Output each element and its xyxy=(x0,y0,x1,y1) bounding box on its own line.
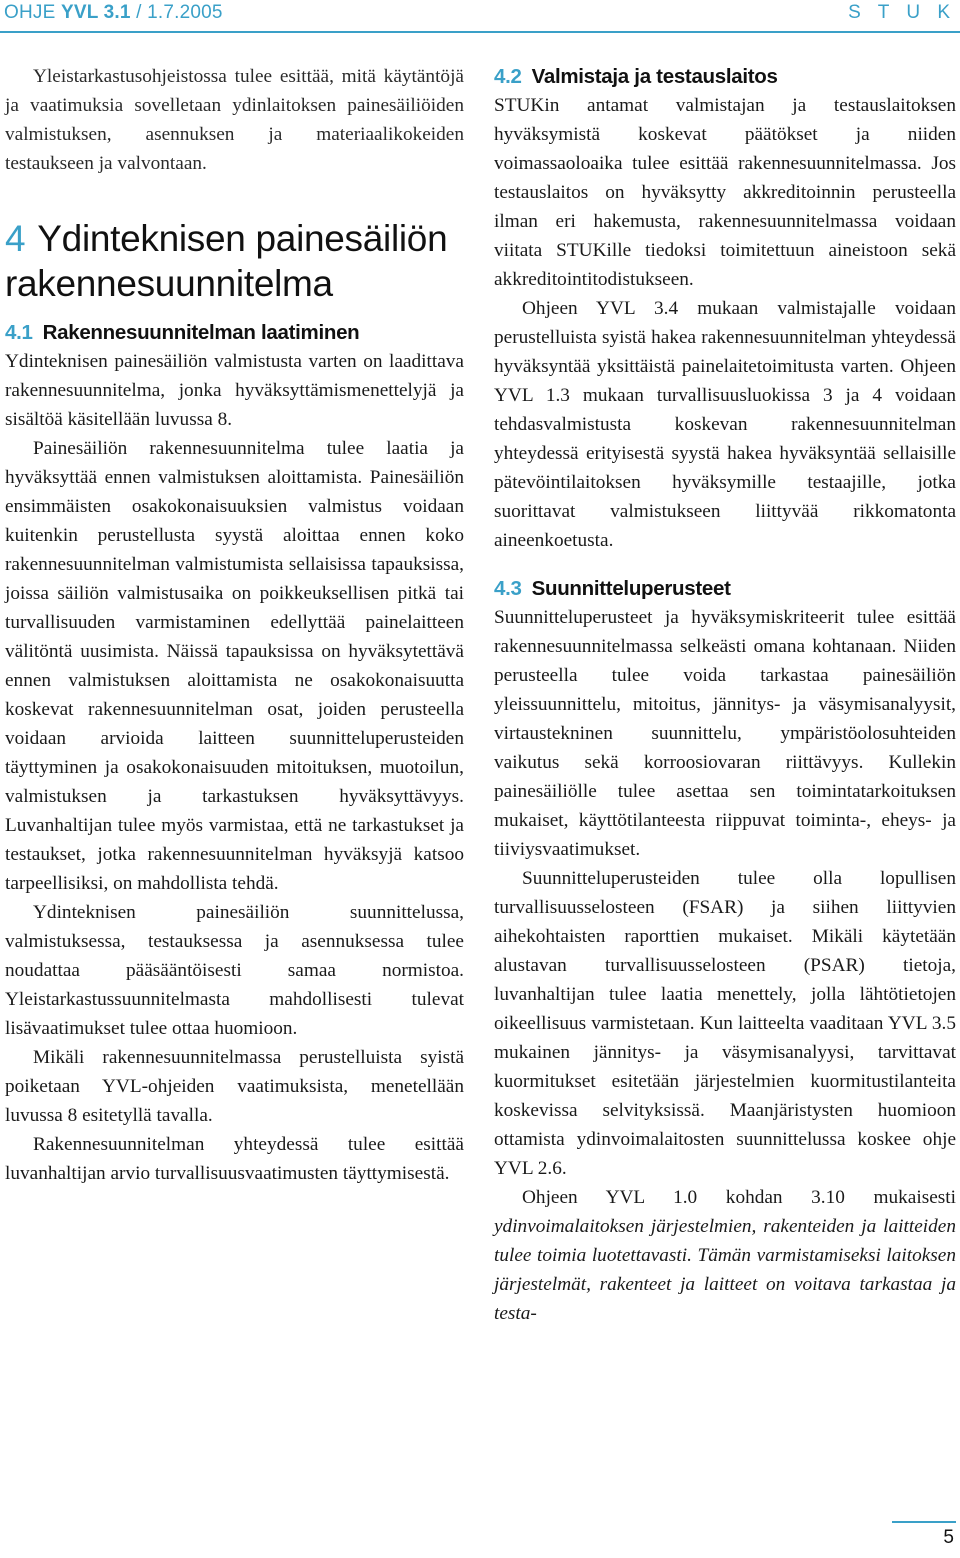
italic-quote: ydinvoimalaitoksen järjestelmien, rakenteiden ja laitteiden tulee toimia luotettavasti. Tämän varmistamiseksi laitoksen järjestelmät, rakenteet ja laitteet on voitava tarkastaa ja testa- xyxy=(494,1216,956,1324)
page-number: 5 xyxy=(943,1527,954,1548)
footer-rule xyxy=(892,1521,956,1523)
section-title: Valmistaja ja testauslaitos xyxy=(531,65,778,88)
body-paragraph: Ohjeen YVL 3.4 mukaan valmistajalle voidaan perustelluista syistä hakea rakennesuunnitelman yhteydessä hyväksyntää yksittäistä painelaitetoimitusta varten. Ohjeen YVL 1.3 mukaan turvallisuusluokissa 3 ja 4 voidaan tehdasvalmistusta koskevan rakennesuunnitelman yhteydessä erityisestä syystä hakea hyväksyntää sellaisille pätevöintilaitoksen hyväksymille testaajille, jotka suorittavat valmistukseen liittyvää rikkomatonta aineenkoetusta. xyxy=(494,298,956,551)
section-number: 4.2 xyxy=(494,65,522,88)
section-number: 4.1 xyxy=(5,321,33,344)
section-heading-4-2 xyxy=(494,62,956,91)
left-column xyxy=(5,62,464,1188)
right-column xyxy=(494,62,956,1328)
section-number: 4.3 xyxy=(494,577,522,600)
chapter-number: 4 xyxy=(5,218,26,259)
section-title: Rakennesuunnitelman laatiminen xyxy=(42,321,360,344)
header-doc-id xyxy=(4,2,223,24)
body-paragraph-last xyxy=(494,1183,956,1328)
body-paragraph: Ydinteknisen painesäiliön valmistusta varten on laadittava rakennesuunnitelma, jonka hyväksyttämismenettelyjä ja sisältöä käsitellään luvussa 8. xyxy=(5,351,464,430)
header-organization: S T U K xyxy=(848,2,956,23)
chapter-title: Ydinteknisen painesäiliön rakennesuunnitelma xyxy=(5,218,448,304)
intro-paragraph: Yleistarkastusohjeistossa tulee esittää, mitä käytäntöjä ja vaatimuksia sovelletaan ydinlaitoksen painesäiliöiden valmistuksen, asennuksen ja materiaalikokeiden testaukseen ja valvontaan. xyxy=(5,66,464,174)
header-rule xyxy=(0,31,960,33)
section-heading-4-1 xyxy=(5,318,464,347)
body-paragraph: Ydinteknisen painesäiliön suunnittelussa, valmistuksessa, testauksessa ja asennuksessa tulee noudattaa pääsääntöisesti samaa normistoa. Yleistarkastussuunnitelmasta mahdollisesti tulevat lisävaatimukset tulee ottaa huomioon. xyxy=(5,902,464,1039)
body-paragraph: Mikäli rakennesuunnitelmassa perustelluista syistä poiketaan YVL-ohjeiden vaatimuksista, menetellään luvussa 8 esitetyllä tavalla. xyxy=(5,1047,464,1126)
body-paragraph: Suunnitteluperusteet ja hyväksymiskriteerit tulee esittää rakennesuunnitelmassa selkeästi omana kohtanaan. Niiden perusteella tulee voida tarkastaa painesäiliön yleissuunnittelu, mitoitus, jännitys- ja väsymisanalyysit, virtaustekninen suunnittelu, ympäristöolosuhteiden vaikutus sekä korroosiovaran riittävyys. Kullekin painesäiliölle tulee asettaa sen toimintatarkoituksen mukaiset, käyttötilanteesta riippuvat toiminta-, eheys- ja tiiviysvaatimukset. xyxy=(494,607,956,860)
header-doc-code: OHJE xyxy=(4,2,56,23)
body-paragraph: Rakennesuunnitelman yhteydessä tulee esittää luvanhaltijan arvio turvallisuusvaatimusten täyttymisestä. xyxy=(5,1134,464,1184)
body-paragraph: STUKin antamat valmistajan ja testauslaitoksen hyväksymistä koskevat päätökset ja niiden voimassaoloaika tulee esittää rakennesuunnitelmassa. Jos testauslaitos on hyväksytty akkreditoinnin perusteella ilman eri hakemusta, rakennesuunnitelmassa voidaan viitata STUKille tiedoksi toimitettuun aineistoon sekä akkreditointitodistukseen. xyxy=(494,95,956,290)
running-header xyxy=(0,2,960,30)
section-heading-4-3 xyxy=(494,574,956,603)
chapter-heading xyxy=(5,216,464,306)
header-date: / 1.7.2005 xyxy=(136,2,223,23)
body-paragraph: Painesäiliön rakennesuunnitelma tulee laatia ja hyväksyttää ennen valmistuksen aloittamista. Painesäiliön ensimmäisten osakokonaisuuksien valmistus voidaan kuitenkin perustellusta syystä aloittaa ennen koko rakennesuunnitelman valmistumista sellaisissa tapauksissa, joissa säiliön valmistusaika on poikkeuksellisen pitkä tai turvallisuuden varmistaminen edellyttää painelaitteen välitöntä uusimista. Näissä tapauksissa on hyväksytettävä ennen valmistuksen aloittamista ne osakokonaisuutta koskevat rakennesuunnitelman osat, joiden perusteella voidaan arvioida laitteen suunnitteluperusteiden täyttyminen ja osakokonaisuuden mitoituksen, muotoilun, valmistuksen ja tarkastuksen hyväksyttävyys. Luvanhaltijan tulee myös varmistaa, että ne tarkastukset ja testaukset, jotka rakennesuunnitelman hyväksyjä katsoo tarpeellisiksi, on mahdollista tehdä. xyxy=(5,438,464,894)
header-guide-id: YVL 3.1 xyxy=(60,2,131,23)
body-paragraph: Suunnitteluperusteiden tulee olla lopullisen turvallisuusselosteen (FSAR) ja siihen liittyvien aihekohtaisten raporttien mukaiset. Mikäli käytetään alustavan turvallisuusselosteen (PSAR) tietoja, luvanhaltijan tulee laatia menettely, jolla lähtötietojen oikeellisuus varmistetaan. Kun laitteelta vaaditaan YVL 3.5 mukainen jännitys- ja väsymisanalyysi, tarvittavat kuormitukset esitetään järjestelmien kuormitustilanteita koskevissa selvityksissä. Maanjäristysten huomioon ottamista ydinvoimalaitosten suunnittelussa koskee ohje YVL 2.6. xyxy=(494,868,956,1179)
section-title: Suunnitteluperusteet xyxy=(531,577,731,600)
paragraph-lead-text: Ohjeen YVL 1.0 kohdan 3.10 mukaisesti xyxy=(522,1187,956,1208)
